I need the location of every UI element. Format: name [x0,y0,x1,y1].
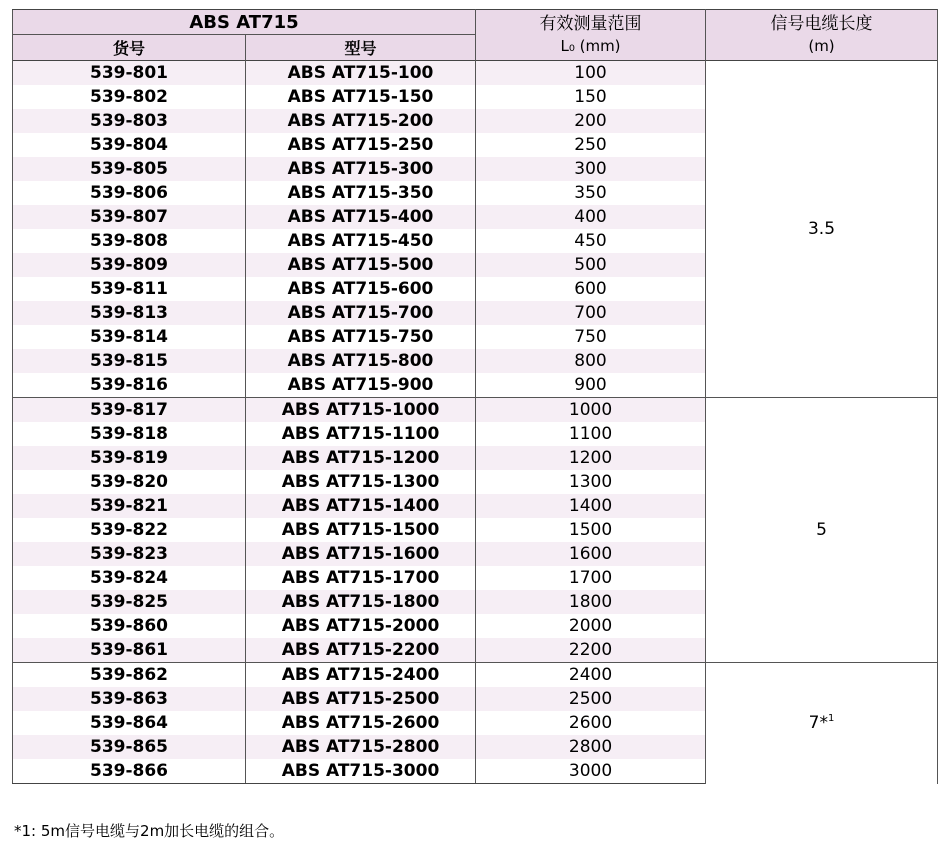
cell-code: 539-865 [13,735,246,759]
cell-model: ABS AT715-1700 [246,566,476,590]
table-row [13,663,938,688]
header-brand: ABS AT715 [13,10,476,35]
cell-code: 539-811 [13,277,246,301]
cell-model: ABS AT715-1500 [246,518,476,542]
cell-model: ABS AT715-450 [246,229,476,253]
cell-model: ABS AT715-100 [246,61,476,86]
cell-range: 250 [476,133,706,157]
cell-model: ABS AT715-1300 [246,470,476,494]
cell-model: ABS AT715-2800 [246,735,476,759]
cell-model: ABS AT715-700 [246,301,476,325]
cell-model: ABS AT715-3000 [246,759,476,784]
cell-range: 300 [476,157,706,181]
footnote: *1: 5m信号电缆与2m加长电缆的组合。 [14,822,285,840]
cell-model: ABS AT715-300 [246,157,476,181]
cell-range: 1700 [476,566,706,590]
cell-range: 1800 [476,590,706,614]
cable-length-note: 1 [827,713,835,725]
header-cable-unit: (m) [808,37,835,55]
cell-code: 539-803 [13,109,246,133]
cell-model: ABS AT715-1600 [246,542,476,566]
cell-code: 539-862 [13,663,246,688]
header-range-title: 有效测量范围 [539,14,642,34]
cell-range: 500 [476,253,706,277]
cell-model: ABS AT715-750 [246,325,476,349]
cell-model: ABS AT715-800 [246,349,476,373]
cell-code: 539-815 [13,349,246,373]
cell-model: ABS AT715-2500 [246,687,476,711]
cell-code: 539-860 [13,614,246,638]
cell-range: 350 [476,181,706,205]
cell-model: ABS AT715-900 [246,373,476,398]
table-row [13,61,938,86]
cell-range: 1600 [476,542,706,566]
cable-length-value: 7* [808,713,828,734]
cell-model: ABS AT715-250 [246,133,476,157]
cell-range: 750 [476,325,706,349]
cell-code: 539-814 [13,325,246,349]
header-model: 型号 [246,35,476,61]
cell-range: 700 [476,301,706,325]
cell-model: ABS AT715-600 [246,277,476,301]
header-range-unit: L₀ (mm) [560,37,621,55]
cell-model: ABS AT715-400 [246,205,476,229]
cell-range: 600 [476,277,706,301]
cell-range: 2000 [476,614,706,638]
header-cable [706,10,938,61]
table-header [13,10,938,61]
cell-code: 539-804 [13,133,246,157]
cell-range: 200 [476,109,706,133]
cell-range: 100 [476,61,706,86]
header-cable-title: 信号电缆长度 [770,14,873,34]
cell-code: 539-866 [13,759,246,784]
cell-range: 1400 [476,494,706,518]
cell-code: 539-808 [13,229,246,253]
cell-model: ABS AT715-350 [246,181,476,205]
table-row [13,398,938,423]
cell-model: ABS AT715-150 [246,85,476,109]
cell-code: 539-818 [13,422,246,446]
cell-range: 3000 [476,759,706,784]
cell-code: 539-819 [13,446,246,470]
cell-range: 150 [476,85,706,109]
cell-code: 539-820 [13,470,246,494]
cell-range: 400 [476,205,706,229]
cell-model: ABS AT715-500 [246,253,476,277]
cell-code: 539-863 [13,687,246,711]
cell-code: 539-861 [13,638,246,663]
cell-code: 539-825 [13,590,246,614]
cell-range: 2800 [476,735,706,759]
cell-range: 450 [476,229,706,253]
cell-code: 539-813 [13,301,246,325]
cell-code: 539-821 [13,494,246,518]
cell-range: 1500 [476,518,706,542]
spec-table [12,9,938,784]
cell-code: 539-864 [13,711,246,735]
cell-range: 2400 [476,663,706,688]
cell-model: ABS AT715-1200 [246,446,476,470]
cell-range: 1300 [476,470,706,494]
cell-code: 539-805 [13,157,246,181]
cell-range: 2200 [476,638,706,663]
cell-model: ABS AT715-1800 [246,590,476,614]
cell-cable-length [706,398,938,663]
table-body [13,61,938,784]
header-row-top [13,10,938,35]
cell-code: 539-801 [13,61,246,86]
cell-model: ABS AT715-1000 [246,398,476,423]
cell-cable-length [706,663,938,784]
cell-model: ABS AT715-2000 [246,614,476,638]
cell-model: ABS AT715-2400 [246,663,476,688]
cell-range: 1100 [476,422,706,446]
header-code: 货号 [13,35,246,61]
header-range [476,10,706,61]
cell-code: 539-802 [13,85,246,109]
cell-model: ABS AT715-2600 [246,711,476,735]
cell-model: ABS AT715-200 [246,109,476,133]
cell-range: 2600 [476,711,706,735]
cell-code: 539-824 [13,566,246,590]
cell-model: ABS AT715-1400 [246,494,476,518]
cell-code: 539-806 [13,181,246,205]
cell-range: 1200 [476,446,706,470]
cable-length-value: 3.5 [807,219,836,239]
cell-code: 539-817 [13,398,246,423]
cell-code: 539-809 [13,253,246,277]
cell-code: 539-823 [13,542,246,566]
cell-model: ABS AT715-2200 [246,638,476,663]
cell-range: 900 [476,373,706,398]
cell-range: 800 [476,349,706,373]
cell-range: 1000 [476,398,706,423]
cell-model: ABS AT715-1100 [246,422,476,446]
cell-code: 539-822 [13,518,246,542]
cable-length-value: 5 [816,520,827,540]
cell-range: 2500 [476,687,706,711]
cell-cable-length [706,61,938,398]
cell-code: 539-807 [13,205,246,229]
cell-code: 539-816 [13,373,246,398]
